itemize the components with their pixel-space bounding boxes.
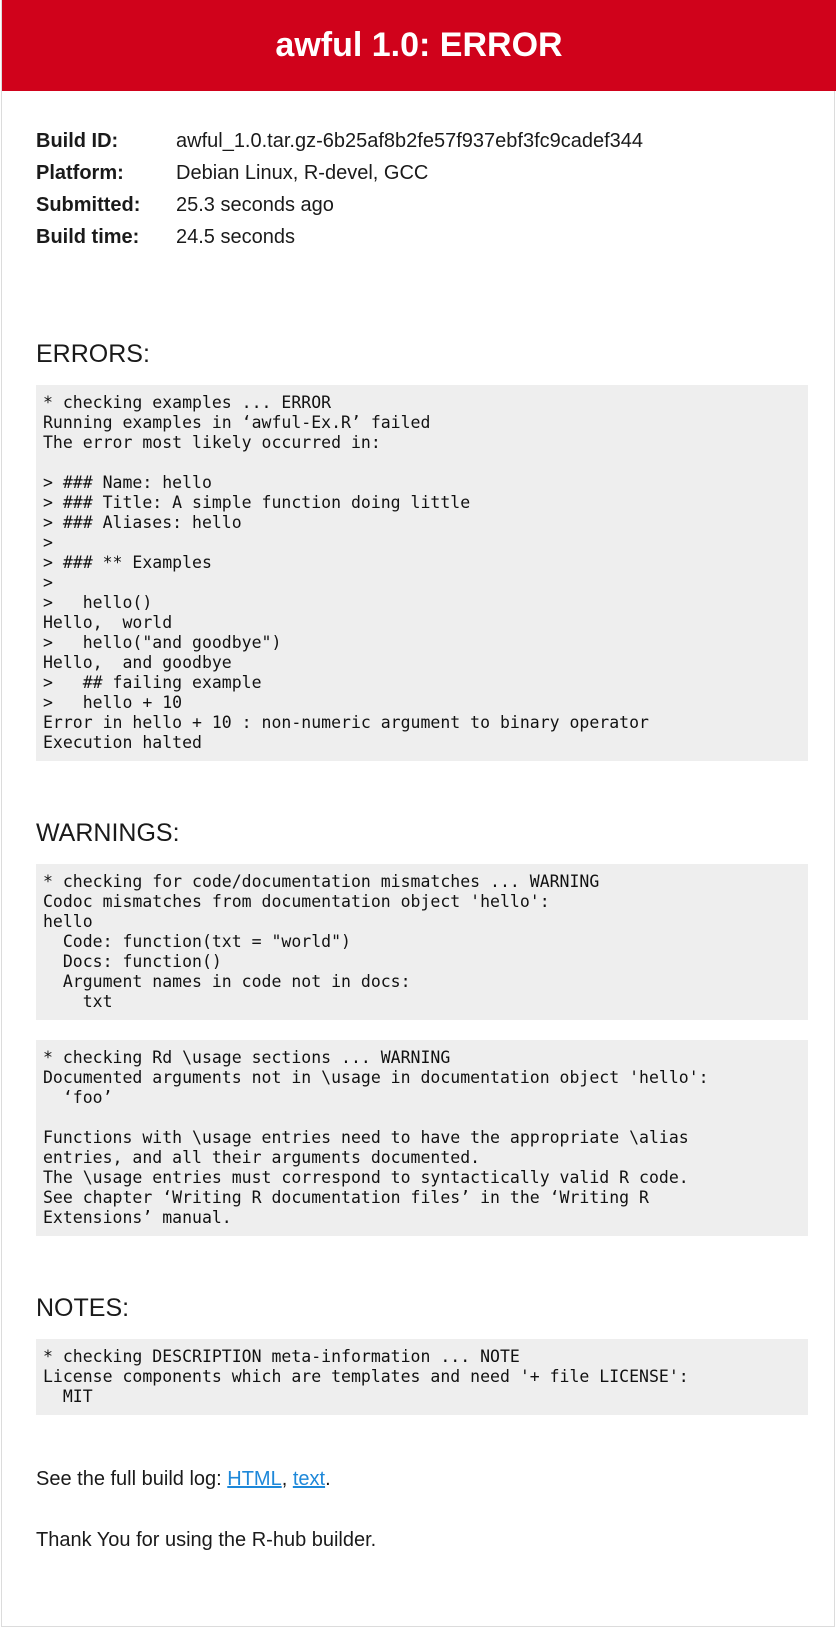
build-time-label: Build time: <box>36 225 140 248</box>
text-log-link[interactable]: text <box>292 1468 326 1490</box>
email-card <box>1 0 835 1627</box>
build-log-prefix: See the full build log: <box>36 1468 228 1490</box>
build-log-suffix: . <box>325 1468 331 1490</box>
notes-heading: NOTES: <box>36 1294 130 1322</box>
build-info-table <box>36 125 643 253</box>
submitted-label: Submitted: <box>36 193 141 216</box>
link-separator: , <box>281 1468 293 1490</box>
build-id-value: awful_1.0.tar.gz-6b25af8b2fe57f937ebf3fc9cadef344 <box>176 129 644 152</box>
note-log-block: * checking DESCRIPTION meta-information ... NOTE License components which are templates and need '+ file LICENSE': MIT <box>36 1339 808 1415</box>
warnings-heading: WARNINGS: <box>36 819 180 847</box>
submitted-row <box>36 189 643 221</box>
platform-row <box>36 157 643 189</box>
error-log-block: * checking examples ... ERROR Running examples in ‘awful-Ex.R’ failed The error most likely occurred in: > ### Name: hello > ### Title: A simple function doing little > ### Aliases: hello > > ### ** Examples > > hello() Hello, world > hello("and goodbye") Hello, and goodbye > ## failing example > hello + 10 Error in hello + 10 : non-numeric argument to binary operator Execution halted <box>36 385 808 761</box>
build-time-value: 24.5 seconds <box>176 225 295 248</box>
thanks-message: Thank You for using the R-hub builder. <box>36 1529 377 1551</box>
platform-label: Platform: <box>36 161 124 184</box>
html-log-link[interactable]: HTML <box>227 1468 282 1490</box>
build-id-row <box>36 125 643 157</box>
build-time-row <box>36 221 643 253</box>
warning-log-block: * checking for code/documentation mismatches ... WARNING Codoc mismatches from documentation object 'hello': hello Code: function(txt = "world") Docs: function() Argument names in code not in docs: txt <box>36 864 808 1020</box>
build-id-label: Build ID: <box>36 129 119 152</box>
report-body <box>36 91 808 1552</box>
errors-heading: ERRORS: <box>36 340 150 368</box>
status-header <box>2 0 836 91</box>
submitted-value: 25.3 seconds ago <box>176 193 334 216</box>
page-title: awful 1.0: ERROR <box>275 26 563 64</box>
warning-log-block: * checking Rd \usage sections ... WARNING Documented arguments not in \usage in documentation object 'hello': ‘foo’ Functions with \usage entries need to have the appropriate \alias entries, and all their arguments documented. The \usage entries must correspond to syntactically valid R code. See chapter ‘Writing R documentation files’ in the ‘Writing R Extensions’ manual. <box>36 1040 808 1236</box>
platform-value: Debian Linux, R-devel, GCC <box>176 161 429 184</box>
build-log-line <box>36 1468 808 1491</box>
